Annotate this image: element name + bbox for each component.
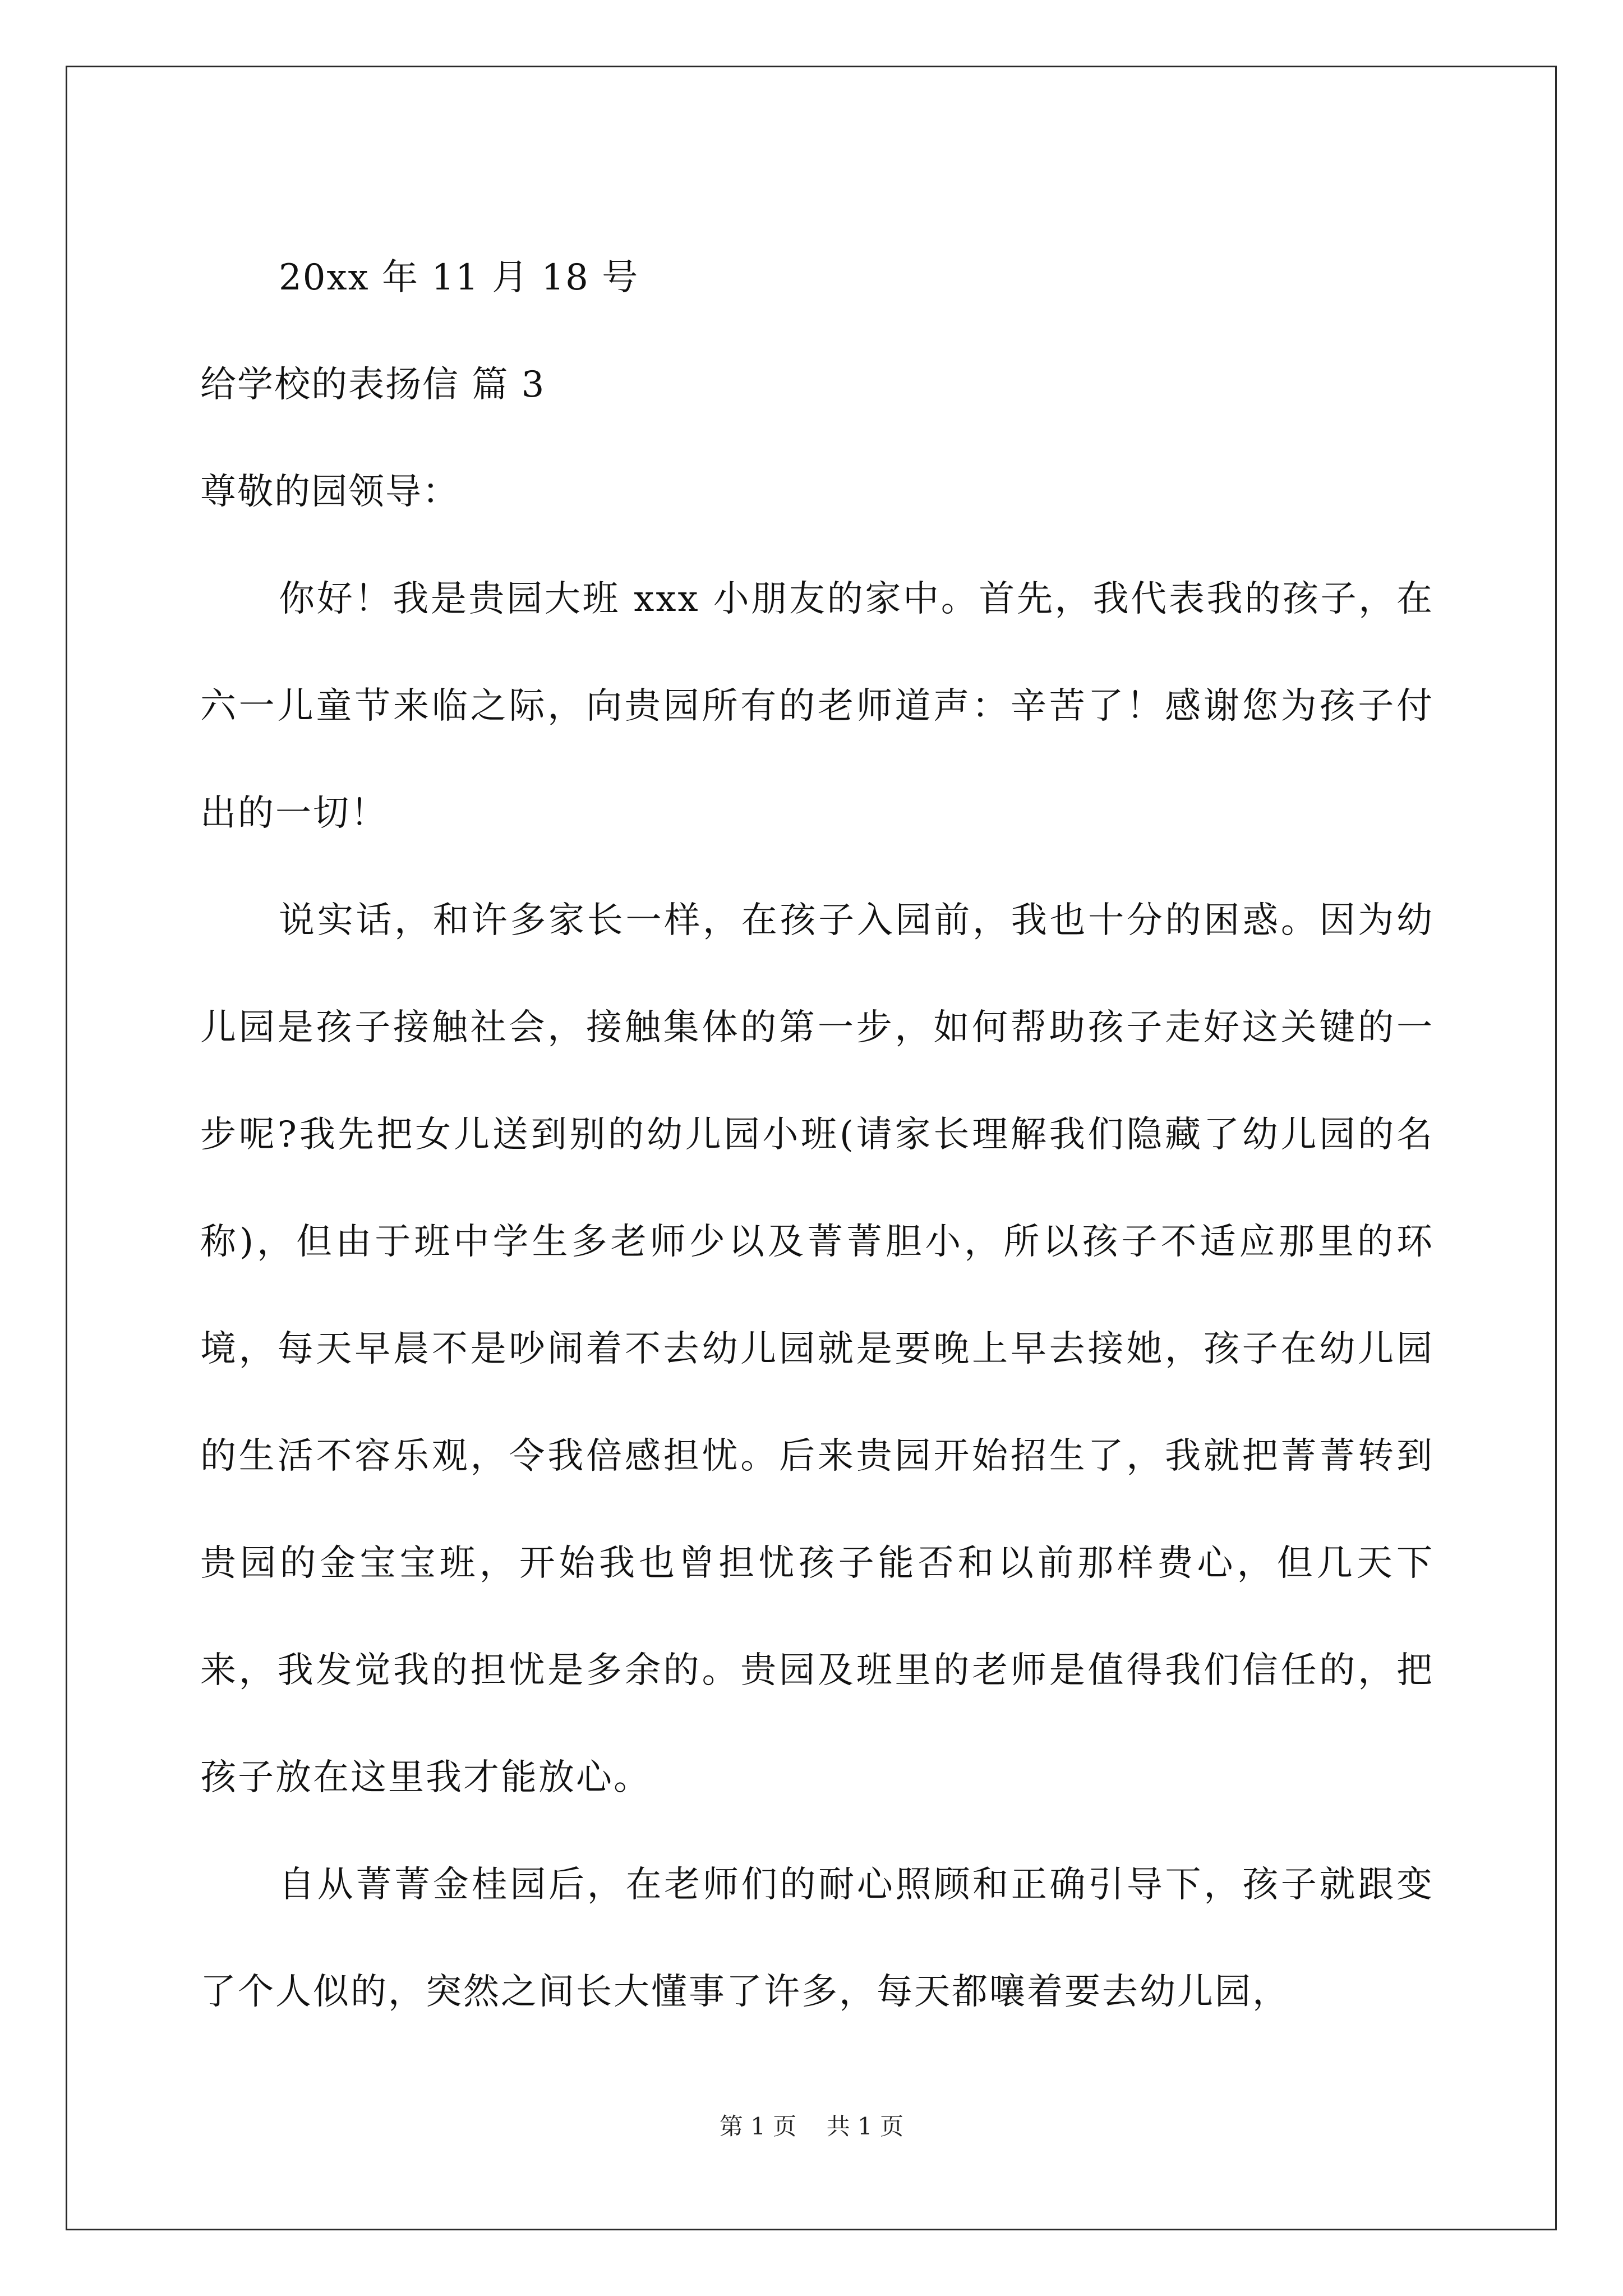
letter-date: 20xx 年 11 月 18 号 — [279, 257, 639, 298]
letter-salutation: 尊敬的园领导： — [200, 471, 459, 513]
paragraph: 自从菁菁金桂园后，在老师们的耐心照顾和正确引导下，孩子就跟变了个人似的，突然之间长大懂事了许多，每天都嚷着要去幼儿园， — [200, 1864, 1434, 2013]
letter-title: 给学校的表扬信 篇 3 — [200, 364, 546, 406]
page-footer: 第 1 页 共 1 页 — [719, 2113, 904, 2140]
paragraph: 说实话，和许多家长一样，在孩子入园前，我也十分的困惑。因为幼儿园是孩子接触社会，接触集体的第一步，如何帮助孩子走好这关键的一步呢?我先把女儿送到别的幼儿园小班(请家长理解我们隐藏了幼儿园的名称)，但由于班中学生多老师少以及菁菁胆小，所以孩子不适应那里的环境，每天早晨不是吵闹着不去幼儿园就是要晚上早去接她，孩子在幼儿园的生活不容乐观，令我倍感担忧。后来贵园开始招生了，我就把菁菁转到贵园的金宝宝班，开始我也曾担忧孩子能否和以前那样费心，但几天下来，我发觉我的担忧是多余的。贵园及班里的老师是值得我们信任的，把孩子放在这里我才能放心。 — [200, 900, 1434, 1798]
paragraph: 你好！我是贵园大班 xxx 小朋友的家中。首先，我代表我的孩子，在六一儿童节来临之际，向贵园所有的老师道声：辛苦了！感谢您为孩子付出的一切！ — [200, 578, 1434, 834]
document-body — [200, 224, 1434, 2046]
